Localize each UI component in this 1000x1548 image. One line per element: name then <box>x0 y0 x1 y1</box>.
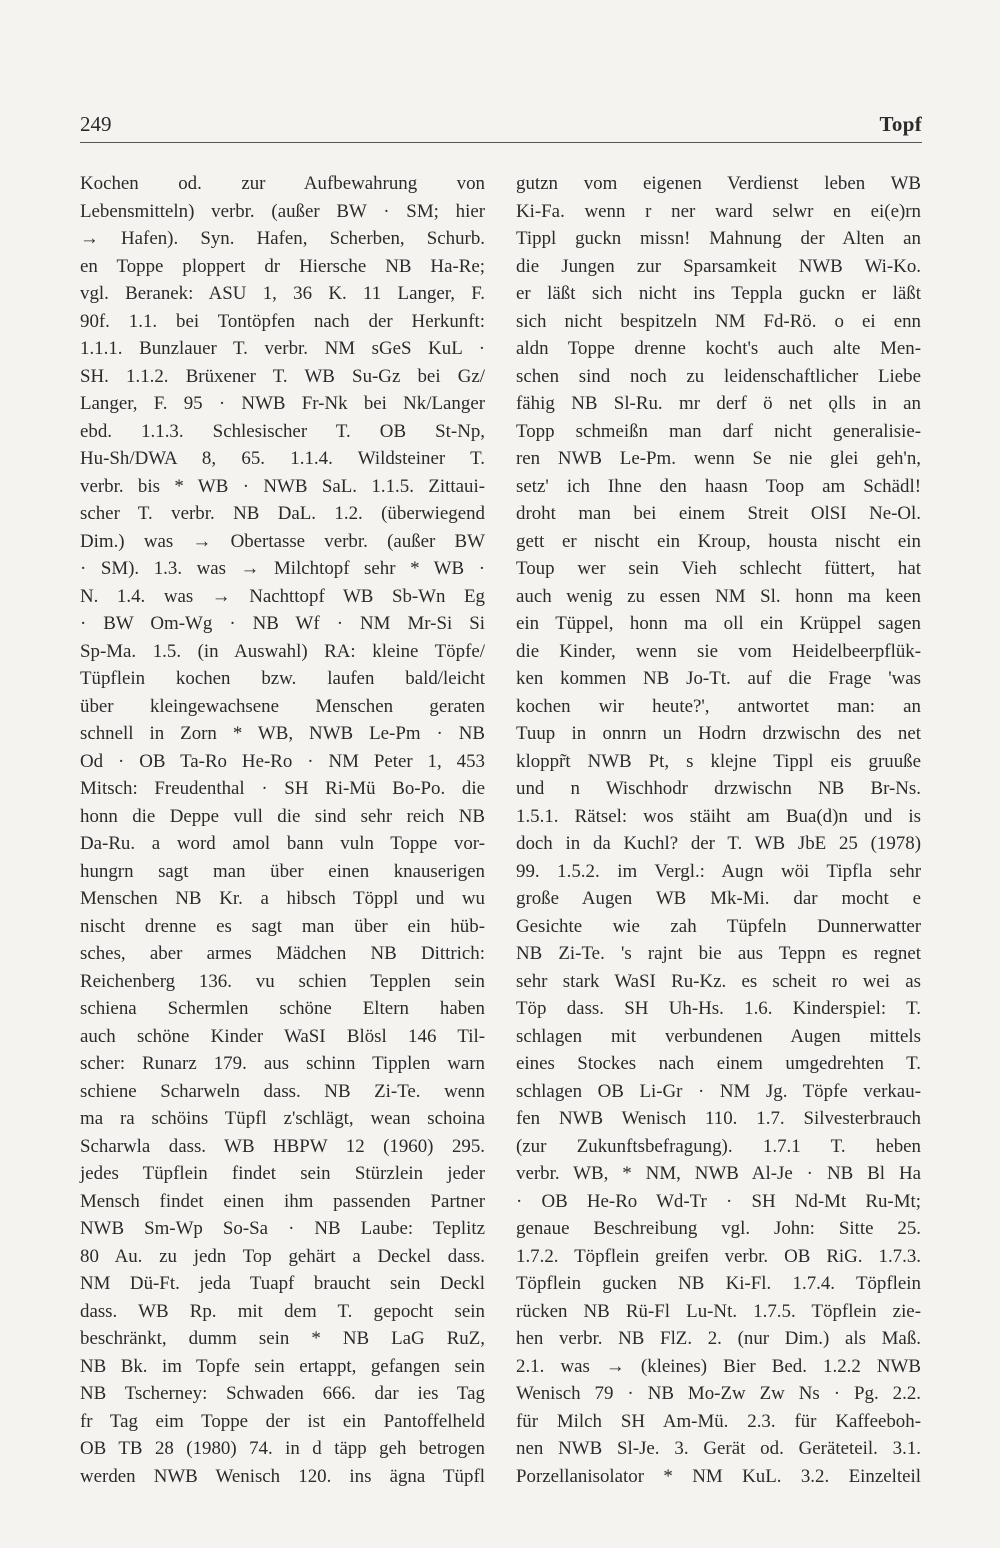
text-line: scher T. verbr. NB DaL. 1.2. (überwiegend <box>80 503 485 524</box>
text-line: die Kinder, wenn sie vom Heidelbeerpflük- <box>516 640 921 662</box>
text-line: fr Tag eim Toppe der ist ein Pantoffelheld <box>80 1410 485 1432</box>
text-line: Dim.) was → Obertasse verbr. (außer BW <box>80 530 485 552</box>
page-number: 249 <box>80 112 112 136</box>
text-line: gett er nischt ein Kroup, housta nischt ein <box>516 530 921 552</box>
text-line: er läßt sich nicht ins Teppla guckn er läßt <box>516 283 921 304</box>
text-line: schnell in Zorn * WB, NWB Le-Pm · NB <box>80 723 485 744</box>
text-line: Menschen NB Kr. a hibsch Töppl und wu <box>80 888 485 909</box>
text-line: eines Stockes nach einem umgedrehten T. <box>516 1053 921 1074</box>
text-line: NWB Sm-Wp So-Sa · NB Laube: Teplitz <box>80 1218 485 1239</box>
text-line: schen sind noch zu leidenschaftlicher Liebe <box>516 365 921 387</box>
text-line: NM Dü-Ft. jeda Tuapf braucht sein Deckl <box>80 1273 485 1294</box>
text-line: gutzn vom eigenen Verdienst leben WB <box>516 173 921 194</box>
text-line: · BW Om-Wg · NB Wf · NM Mr-Si Si <box>80 613 485 634</box>
text-line: beschränkt, dumm sein * NB LaG RuZ, <box>80 1328 485 1349</box>
text-line: hungrn sagt man über einen knauserigen <box>80 860 485 882</box>
running-head: Topf <box>879 112 922 136</box>
text-line: Tüpflein kochen bzw. laufen bald/leicht <box>80 668 485 689</box>
text-line: kochen wir heute?', antwortet man: an <box>516 695 921 717</box>
text-line: über kleingewachsene Menschen geraten <box>80 695 485 717</box>
text-line: OB TB 28 (1980) 74. in d täpp geh betrogen <box>80 1438 485 1459</box>
text-line: und n Wischhodr drzwischn NB Br-Ns. <box>516 778 921 799</box>
text-line: fen NWB Wenisch 110. 1.7. Silvesterbrauch <box>516 1108 921 1129</box>
text-line: NB Zi-Te. 's rajnt bie aus Teppn es regnet <box>516 943 921 964</box>
text-line: 2.1. was → (kleines) Bier Bed. 1.2.2 NWB <box>516 1355 921 1377</box>
text-line: SH. 1.1.2. Brüxener T. WB Su-Gz bei Gz/ <box>80 365 485 387</box>
text-line: Porzellanisolator * NM KuL. 3.2. Einzelteil <box>516 1465 921 1487</box>
text-line: ma ra schöins Tüpfl z'schlägt, wean schoina <box>80 1108 485 1129</box>
text-line: · SM). 1.3. was → Milchtopf sehr * WB · <box>80 558 485 579</box>
text-line: scher: Runarz 179. aus schinn Tipplen warn <box>80 1053 485 1074</box>
text-line: Mensch findet einen ihm passenden Partner <box>80 1190 485 1212</box>
text-line: sich nicht bespitzeln NM Fd-Rö. o ei enn <box>516 310 921 332</box>
text-line: Gesichte wie zah Tüpfeln Dunnerwatter <box>516 915 921 937</box>
text-line: ein Tüppel, honn ma oll ein Krüppel sagen <box>516 613 921 634</box>
text-line: verbr. WB, * NM, NWB Al-Je · NB Bl Ha <box>516 1163 921 1184</box>
text-line: 90f. 1.1. bei Tontöpfen nach der Herkunft: <box>80 310 485 332</box>
text-line: Töp dass. SH Uh-Hs. 1.6. Kinderspiel: T. <box>516 998 921 1019</box>
text-line: große Augen WB Mk-Mi. dar mocht e <box>516 888 921 909</box>
text-line: schiena Schermlen schöne Eltern haben <box>80 998 485 1019</box>
text-line: Topp schmeißn man darf nicht generalisie- <box>516 420 921 442</box>
text-line: auch schöne Kinder WaSI Blösl 146 Til- <box>80 1025 485 1047</box>
text-line: Töpflein gucken NB Ki-Fl. 1.7.4. Töpflein <box>516 1273 921 1294</box>
text-line: Mitsch: Freudenthal · SH Ri-Mü Bo-Po. die <box>80 778 485 799</box>
text-line: kloppr̃t NWB Pt, s klejne Tippl eis gruuße <box>516 750 921 772</box>
text-line: rücken NB Rü-Fl Lu-Nt. 1.7.5. Töpflein zie- <box>516 1300 921 1322</box>
text-line: jedes Tüpflein findet sein Stürzlein jeder <box>80 1163 485 1184</box>
text-line: dass. WB Rp. mit dem T. gepocht sein <box>80 1300 485 1322</box>
text-line: N. 1.4. was → Nachttopf WB Sb-Wn Eg <box>80 585 485 607</box>
text-line: vgl. Beranek: ASU 1, 36 K. 11 Langer, F. <box>80 283 485 304</box>
text-line: Kochen od. zur Aufbewahrung von <box>80 173 485 194</box>
text-line: 80 Au. zu jedn Top gehärt a Deckel dass. <box>80 1245 485 1267</box>
text-line: fähig NB Sl-Ru. mr derf ö net ǫlls in an <box>516 393 921 414</box>
text-line: werden NWB Wenisch 120. ins ägna Tüpfl <box>80 1465 485 1487</box>
text-line: NB Tscherney: Schwaden 666. dar ies Tag <box>80 1383 485 1404</box>
text-line: Sp-Ma. 1.5. (in Auswahl) RA: kleine Töpfe/ <box>80 640 485 662</box>
text-line: · OB He-Ro Wd-Tr · SH Nd-Mt Ru-Mt; <box>516 1190 921 1212</box>
text-line: en Toppe ploppert dr Hiersche NB Ha-Re; <box>80 255 485 277</box>
page-header <box>80 112 922 143</box>
text-line: Da-Ru. a word amol bann vuln Toppe vor- <box>80 833 485 854</box>
text-line: ebd. 1.1.3. Schlesischer T. OB St-Np, <box>80 420 485 442</box>
text-line: honn die Deppe vull die sind sehr reich NB <box>80 805 485 827</box>
text-line: sehr stark WaSI Ru-Kz. es scheit ro wei as <box>516 970 921 992</box>
text-column-right <box>516 170 921 1490</box>
text-line: nen NWB Sl-Je. 3. Gerät od. Geräteteil. 3.1. <box>516 1438 921 1459</box>
text-line: setz' ich Ihne den haasn Toop am Schädl! <box>516 475 921 497</box>
text-line: schiene Scharweln dass. NB Zi-Te. wenn <box>80 1080 485 1102</box>
text-line: 1.1.1. Bunzlauer T. verbr. NM sGeS KuL · <box>80 338 485 359</box>
text-line: ken kommen NB Jo-Tt. auf die Frage 'was <box>516 668 921 689</box>
text-line: genaue Beschreibung vgl. John: Sitte 25. <box>516 1218 921 1239</box>
text-line: droht man bei einem Streit OlSI Ne-Ol. <box>516 503 921 524</box>
text-line: Ki-Fa. wenn r ner ward selwr en ei(e)rn <box>516 200 921 222</box>
text-line: Tuup in onnrn un Hodrn drzwischn des net <box>516 723 921 744</box>
text-line: ren NWB Le-Pm. wenn Se nie glei geh'n, <box>516 448 921 469</box>
text-line: Toup wer sein Vieh schlecht füttert, hat <box>516 558 921 579</box>
text-line: auch wenig zu essen NM Sl. honn ma keen <box>516 585 921 607</box>
text-line: NB Bk. im Topfe sein ertappt, gefangen sein <box>80 1355 485 1377</box>
text-line: 1.7.2. Töpflein greifen verbr. OB RiG. 1.7.3. <box>516 1245 921 1267</box>
text-line: Lebensmitteln) verbr. (außer BW · SM; hier <box>80 200 485 222</box>
text-line: Od · OB Ta-Ro He-Ro · NM Peter 1, 453 <box>80 750 485 772</box>
text-line: nischt drenne es sagt man über ein hüb- <box>80 915 485 937</box>
text-line: Langer, F. 95 · NWB Fr-Nk bei Nk/Langer <box>80 393 485 414</box>
text-line: Reichenberg 136. vu schien Tepplen sein <box>80 970 485 992</box>
text-line: Tippl guckn missn! Mahnung der Alten an <box>516 228 921 249</box>
text-column-left <box>80 170 485 1490</box>
text-line: doch in da Kuchl? der T. WB JbE 25 (1978) <box>516 833 921 854</box>
text-line: die Jungen zur Sparsamkeit NWB Wi-Ko. <box>516 255 921 277</box>
text-line: 1.5.1. Rätsel: wos stäiht am Bua(d)n und is <box>516 805 921 827</box>
text-line: sches, aber armes Mädchen NB Dittrich: <box>80 943 485 964</box>
text-line: Hu-Sh/DWA 8, 65. 1.1.4. Wildsteiner T. <box>80 448 485 469</box>
text-line: 99. 1.5.2. im Vergl.: Augn wöi Tipfla sehr <box>516 860 921 882</box>
text-line: Wenisch 79 · NB Mo-Zw Zw Ns · Pg. 2.2. <box>516 1383 921 1404</box>
text-line: hen verbr. NB FlZ. 2. (nur Dim.) als Maß. <box>516 1328 921 1349</box>
text-line: für Milch SH Am-Mü. 2.3. für Kaffeeboh- <box>516 1410 921 1432</box>
text-line: verbr. bis * WB · NWB SaL. 1.1.5. Zittaui- <box>80 475 485 497</box>
text-line: aldn Toppe drenne kocht's auch alte Men- <box>516 338 921 359</box>
text-line: Scharwla dass. WB HBPW 12 (1960) 295. <box>80 1135 485 1157</box>
text-line: (zur Zukunftsbefragung). 1.7.1 T. heben <box>516 1135 921 1157</box>
text-line: schlagen OB Li-Gr · NM Jg. Töpfe verkau- <box>516 1080 921 1102</box>
text-line: schlagen mit verbundenen Augen mittels <box>516 1025 921 1047</box>
text-line: → Hafen). Syn. Hafen, Scherben, Schurb. <box>80 228 485 249</box>
